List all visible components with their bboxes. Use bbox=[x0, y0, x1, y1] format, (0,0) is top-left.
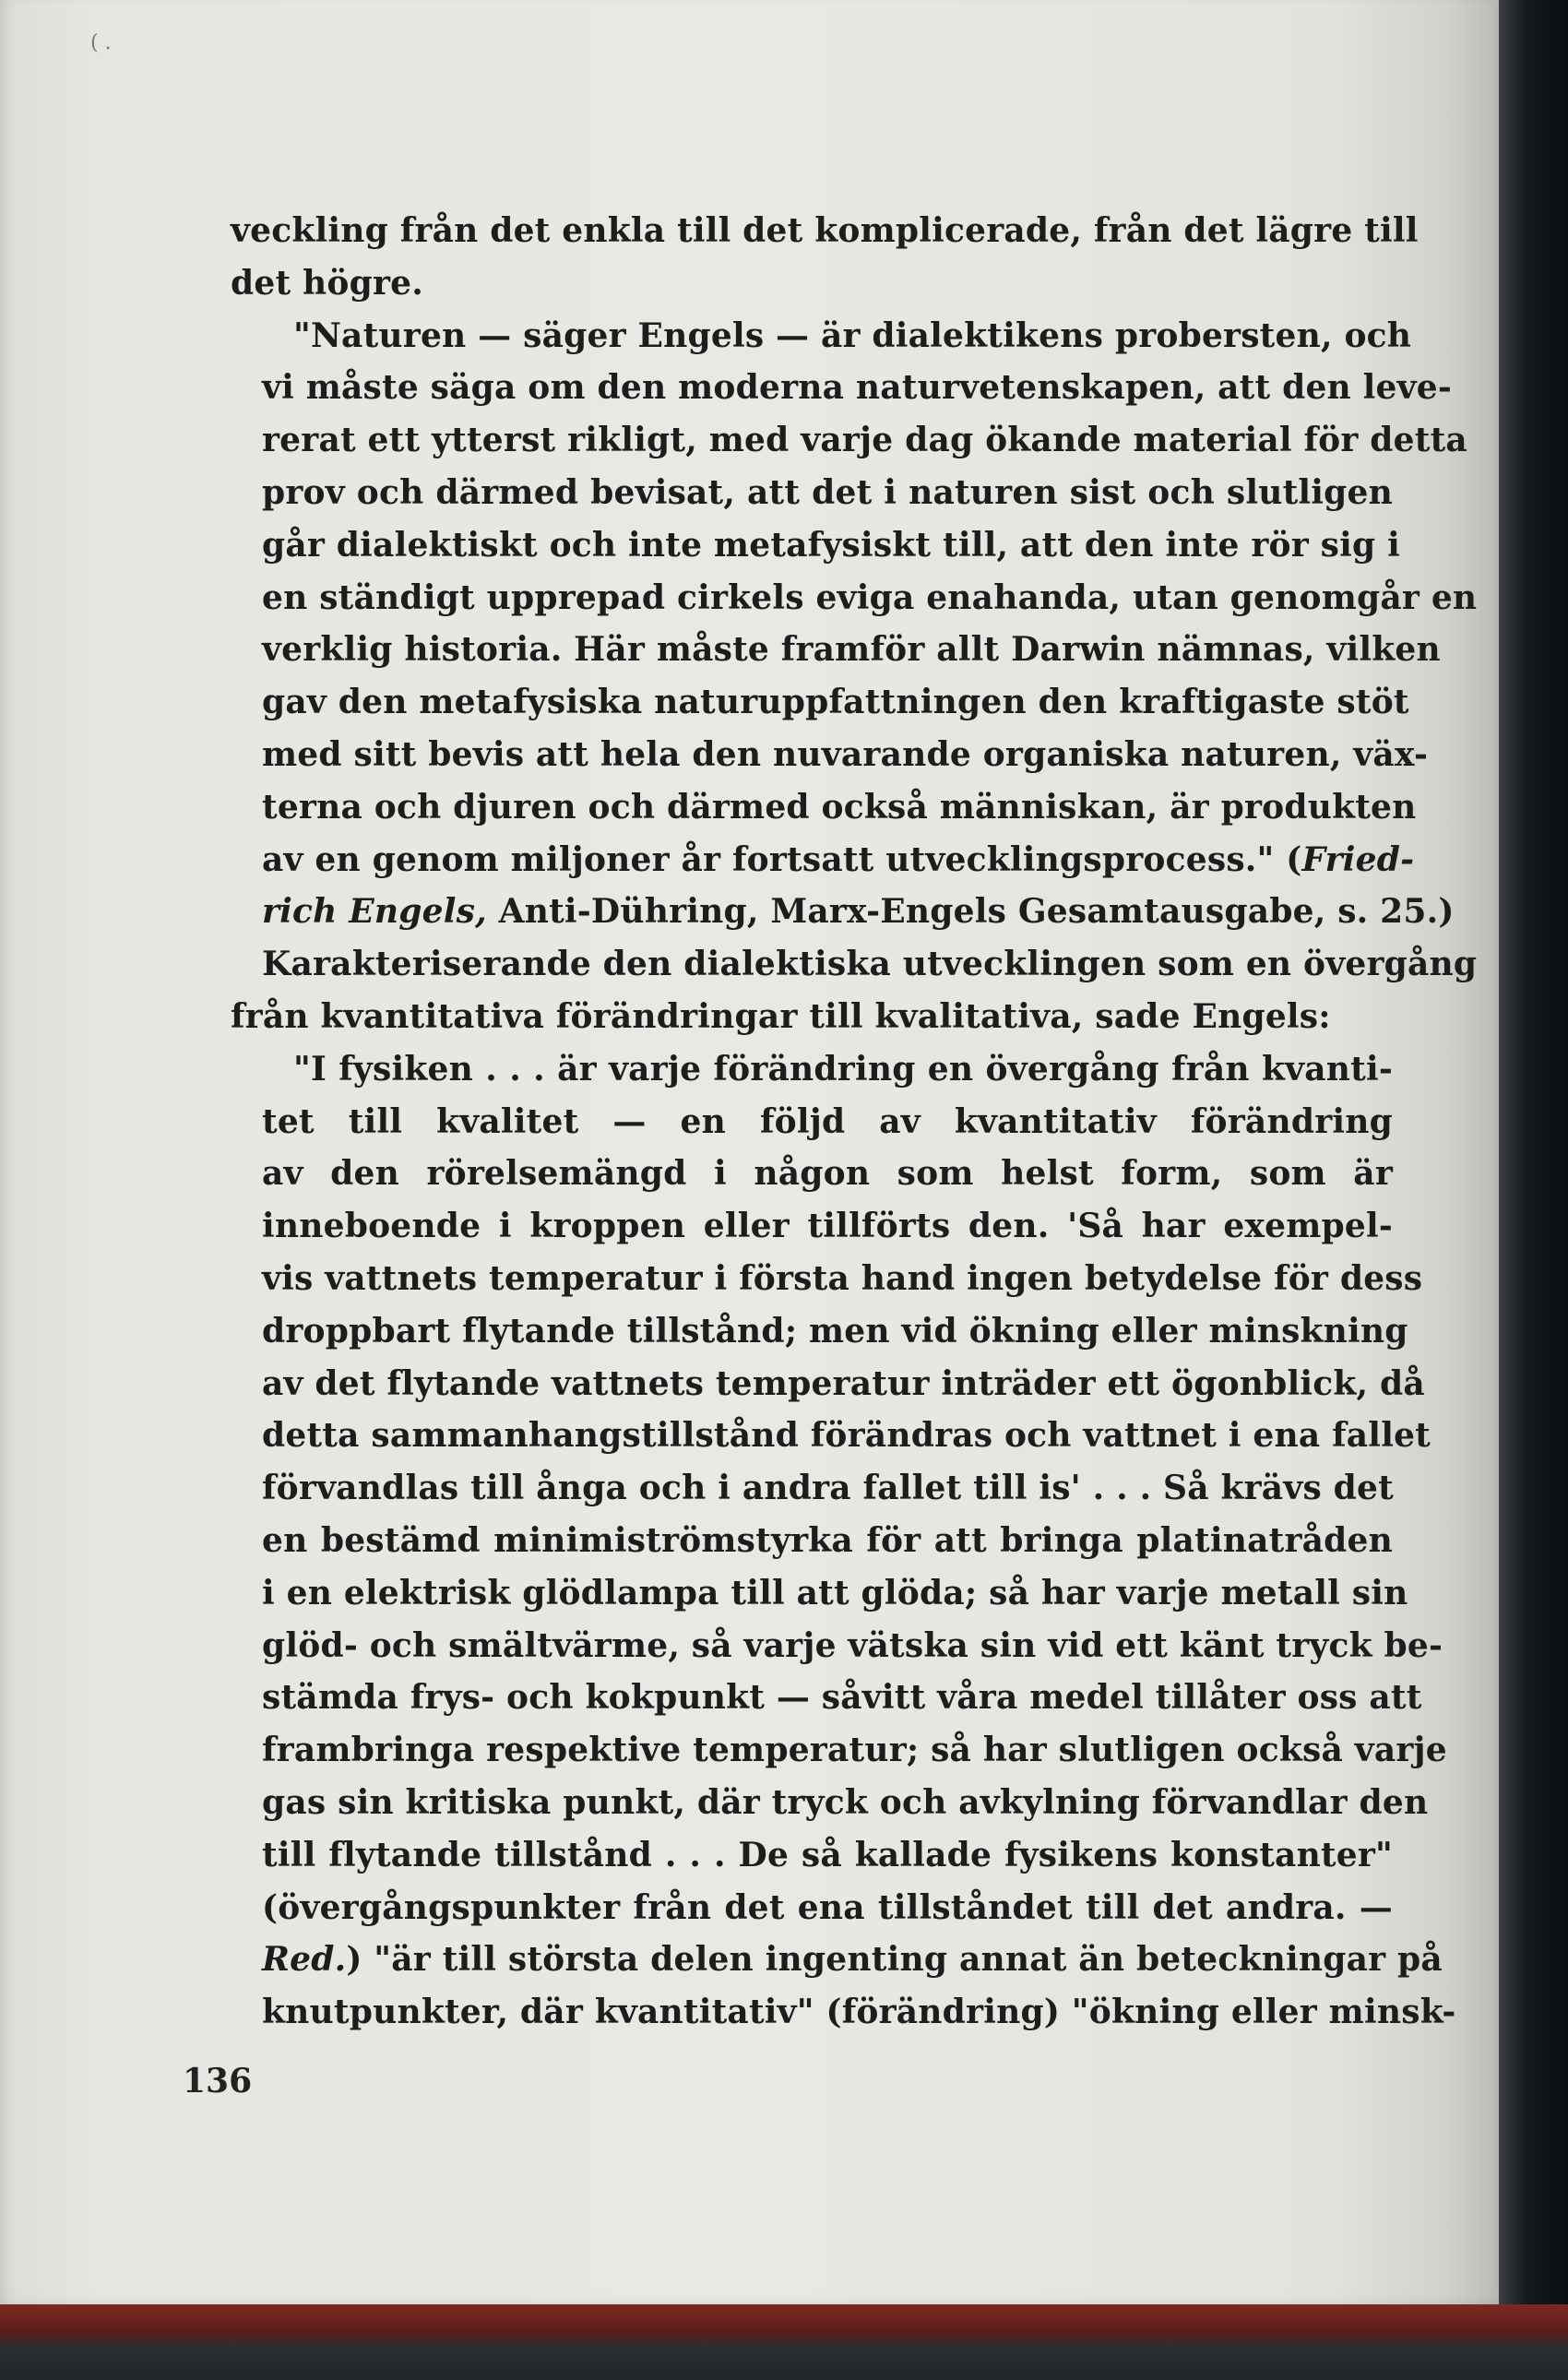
text-line: av en genom miljoner år fortsatt utvecklingsprocess." (Fried- bbox=[262, 839, 1415, 879]
text-line: "Naturen — säger Engels — är dialektikens probersten, och bbox=[293, 315, 1412, 355]
text-line: prov och därmed bevisat, att det i naturen sist och slutligen bbox=[262, 472, 1393, 512]
text-line: tet till kvalitet — en följd av kvantitativ förändring bbox=[262, 1101, 1393, 1141]
text-line: Karakteriserande den dialektiska utvecklingen som en övergång bbox=[262, 945, 1478, 984]
text-line: gav den metafysiska naturuppfattningen den kraftigaste stöt bbox=[262, 683, 1409, 722]
text-line: en ständigt upprepad cirkels eviga enahanda, utan genomgår en bbox=[262, 577, 1478, 617]
text-line: glöd- och smältvärme, så varje vätska sin vid ett känt tryck be- bbox=[262, 1625, 1443, 1665]
text-line: i en elektrisk glödlampa till att glöda; så har varje metall sin bbox=[262, 1573, 1408, 1612]
text-line: knutpunkter, där kvantitativ" (förändring) "ökning eller minsk- bbox=[262, 1993, 1456, 2032]
text-line: (övergångspunkter från det ena tillståndet till det andra. — bbox=[262, 1887, 1393, 1927]
text-line: vis vattnets temperatur i första hand ingen betydelse för dess bbox=[262, 1258, 1423, 1298]
body-text bbox=[231, 205, 1478, 2039]
text-line: veckling från det enkla till det komplicerade, från det lägre till bbox=[231, 211, 1419, 250]
text-line: inneboende i kroppen eller tillförts den. 'Så har exempel- bbox=[262, 1207, 1393, 1246]
text-line: detta sammanhangstillstånd förändras och vattnet i ena fallet bbox=[262, 1416, 1431, 1456]
text-line: rich Engels, Anti-Dühring, Marx-Engels Gesamtausgabe, s. 25.) bbox=[262, 892, 1455, 932]
book-edge bbox=[1499, 0, 1568, 2380]
text-line: förvandlas till ånga och i andra fallet till is' . . . Så krävs det bbox=[262, 1469, 1394, 1508]
text-line: till flytande tillstånd . . . De så kallade fysikens konstanter" bbox=[262, 1835, 1393, 1874]
text-line: vi måste säga om den moderna naturvetenskapen, att den leve- bbox=[262, 368, 1452, 408]
book-cover-bottom bbox=[0, 2304, 1568, 2380]
text-line: med sitt bevis att hela den nuvarande organiska naturen, väx- bbox=[262, 734, 1429, 774]
text-line: terna och djuren och därmed också människan, är produkten bbox=[262, 787, 1417, 827]
text-line: en bestämd minimiströmstyrka för att bringa platinatråden bbox=[262, 1520, 1393, 1560]
text-line: det högre. bbox=[231, 263, 423, 303]
text-line: stämda frys- och kokpunkt — såvitt våra medel tillåter oss att bbox=[262, 1678, 1422, 1718]
text-line: av den rörelsemängd i någon som helst form, som är bbox=[262, 1154, 1393, 1194]
page-number: 136 bbox=[183, 2062, 253, 2100]
text-line: Red.) "är till största delen ingenting annat än beteckningar på bbox=[262, 1940, 1443, 1980]
text-line: verklig historia. Här måste framför allt Darwin nämnas, vilken bbox=[262, 630, 1441, 670]
text-line: rerat ett ytterst rikligt, med varje dag ökande material för detta bbox=[262, 421, 1467, 460]
text-line: gas sin kritiska punkt, där tryck och avkylning förvandlar den bbox=[262, 1782, 1429, 1822]
text-line: går dialektiskt och inte metafysiskt till, att den inte rör sig i bbox=[262, 525, 1400, 565]
text-line: av det flytande vattnets temperatur inträder ett ögonblick, då bbox=[262, 1363, 1425, 1403]
corner-mark: ( . bbox=[90, 31, 112, 54]
text-line: frambringa respektive temperatur; så har slutligen också varje bbox=[262, 1731, 1447, 1770]
text-line: från kvantitativa förändringar till kvalitativa, sade Engels: bbox=[231, 996, 1331, 1036]
text-line: "I fysiken . . . är varje förändring en övergång från kvanti- bbox=[293, 1049, 1393, 1089]
text-line: droppbart flytande tillstånd; men vid ökning eller minskning bbox=[262, 1311, 1408, 1351]
